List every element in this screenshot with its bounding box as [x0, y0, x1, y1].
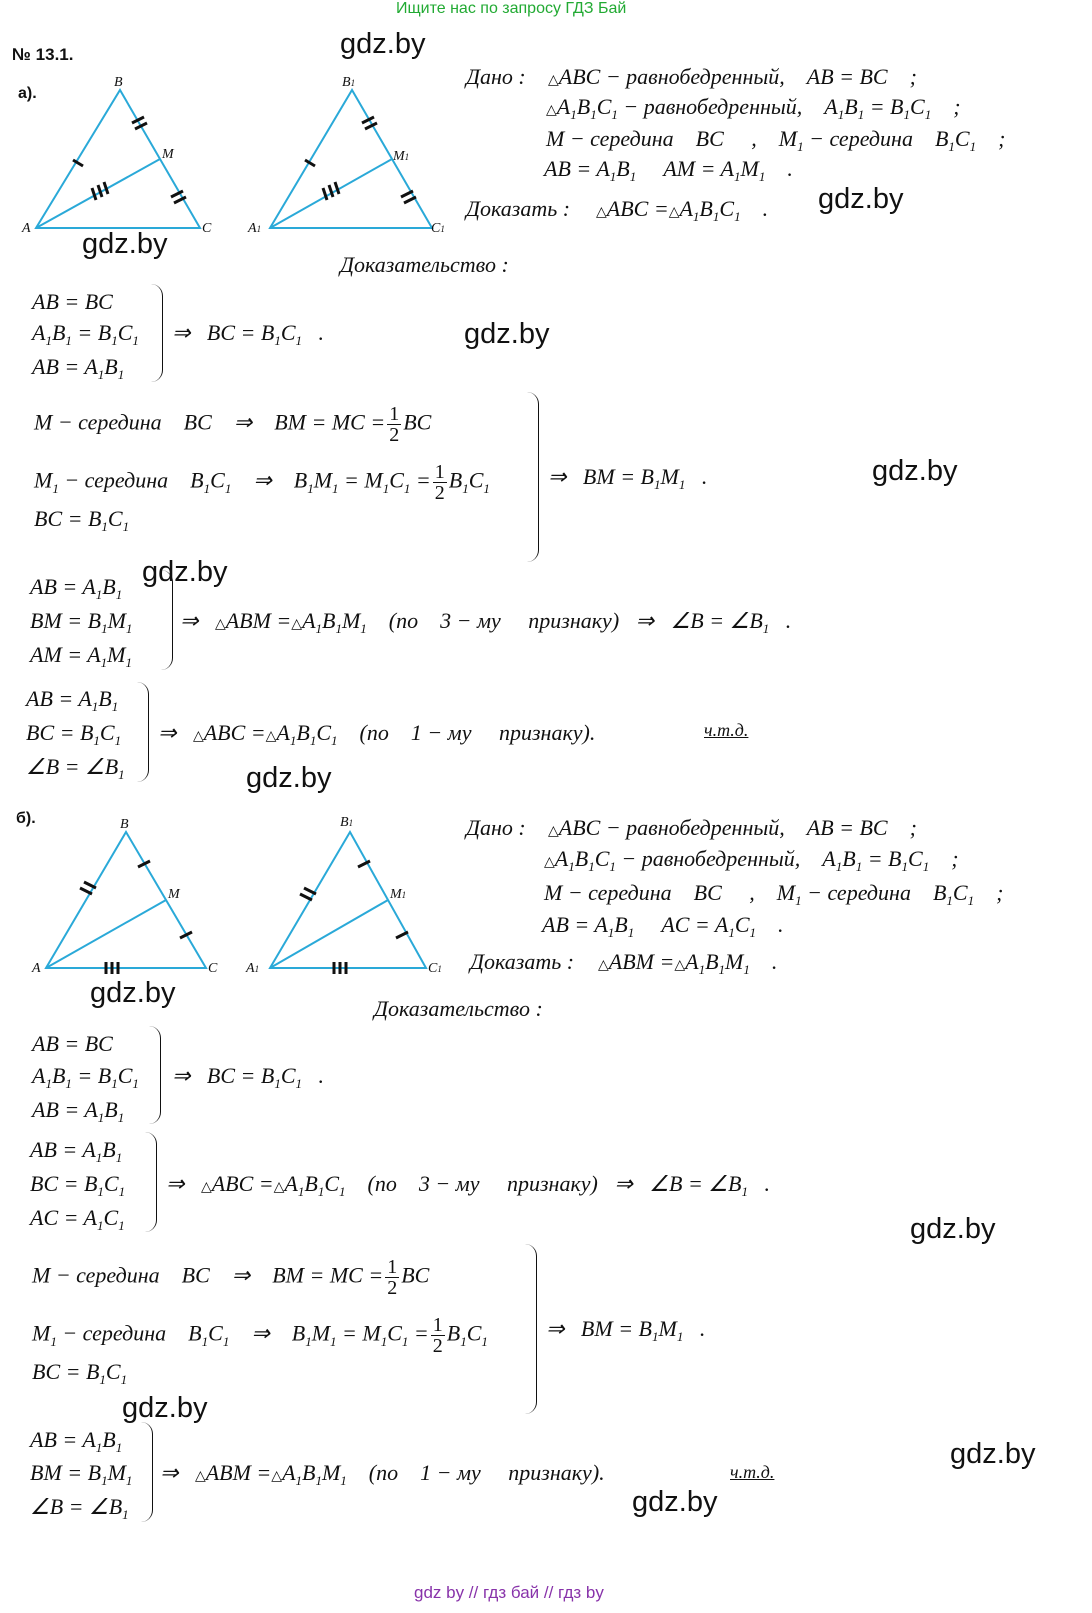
proof-label: Доказательство :	[340, 252, 509, 277]
page-header: Ищите нас по запросу ГДЗ Бай	[396, 0, 627, 17]
svg-text:C: C	[208, 961, 218, 976]
svg-text:B: B	[120, 817, 129, 832]
prove-label: Доказать :	[466, 196, 571, 221]
watermark: gdz.by	[246, 762, 332, 794]
watermark: gdz.by	[464, 318, 550, 350]
part-b-diagram	[0, 808, 460, 988]
svg-text:B: B	[114, 75, 123, 90]
problem-number: № 13.1.	[12, 45, 74, 64]
watermark: gdz.by	[122, 1392, 208, 1424]
svg-text:A1: A1	[248, 221, 262, 236]
svg-text:M1: M1	[393, 149, 410, 164]
watermark: gdz.by	[340, 28, 426, 60]
part-a-diagram	[0, 60, 460, 250]
svg-text:B1: B1	[340, 815, 354, 830]
given-label: Дано :	[466, 64, 526, 89]
part-a-label: а).	[18, 85, 37, 102]
svg-text:C1: C1	[431, 221, 445, 236]
page-footer: gdz by // гдз бай // гдз by	[414, 1583, 604, 1602]
svg-text:B1: B1	[342, 75, 356, 90]
proof-label: Доказательство :	[374, 996, 543, 1021]
prove-label: Доказать :	[470, 949, 575, 974]
watermark: gdz.by	[142, 556, 228, 588]
watermark: gdz.by	[818, 183, 904, 215]
svg-text:M: M	[168, 887, 180, 902]
svg-text:A1: A1	[246, 961, 260, 976]
qed-mark: ч.т.д.	[730, 1462, 775, 1482]
svg-text:M1: M1	[390, 887, 407, 902]
watermark: gdz.by	[910, 1213, 996, 1245]
svg-text:A: A	[32, 961, 41, 976]
qed-mark: ч.т.д.	[704, 720, 749, 740]
watermark: gdz.by	[632, 1486, 718, 1518]
watermark: gdz.by	[872, 455, 958, 487]
svg-text:C: C	[202, 221, 212, 236]
part-b-label: б).	[16, 810, 36, 827]
watermark: gdz.by	[950, 1438, 1036, 1470]
svg-text:A: A	[22, 221, 31, 236]
svg-text:C1: C1	[428, 961, 442, 976]
given-label: Дано :	[466, 815, 526, 840]
watermark: gdz.by	[90, 977, 176, 1009]
svg-text:M: M	[162, 147, 174, 162]
watermark: gdz.by	[82, 228, 168, 260]
